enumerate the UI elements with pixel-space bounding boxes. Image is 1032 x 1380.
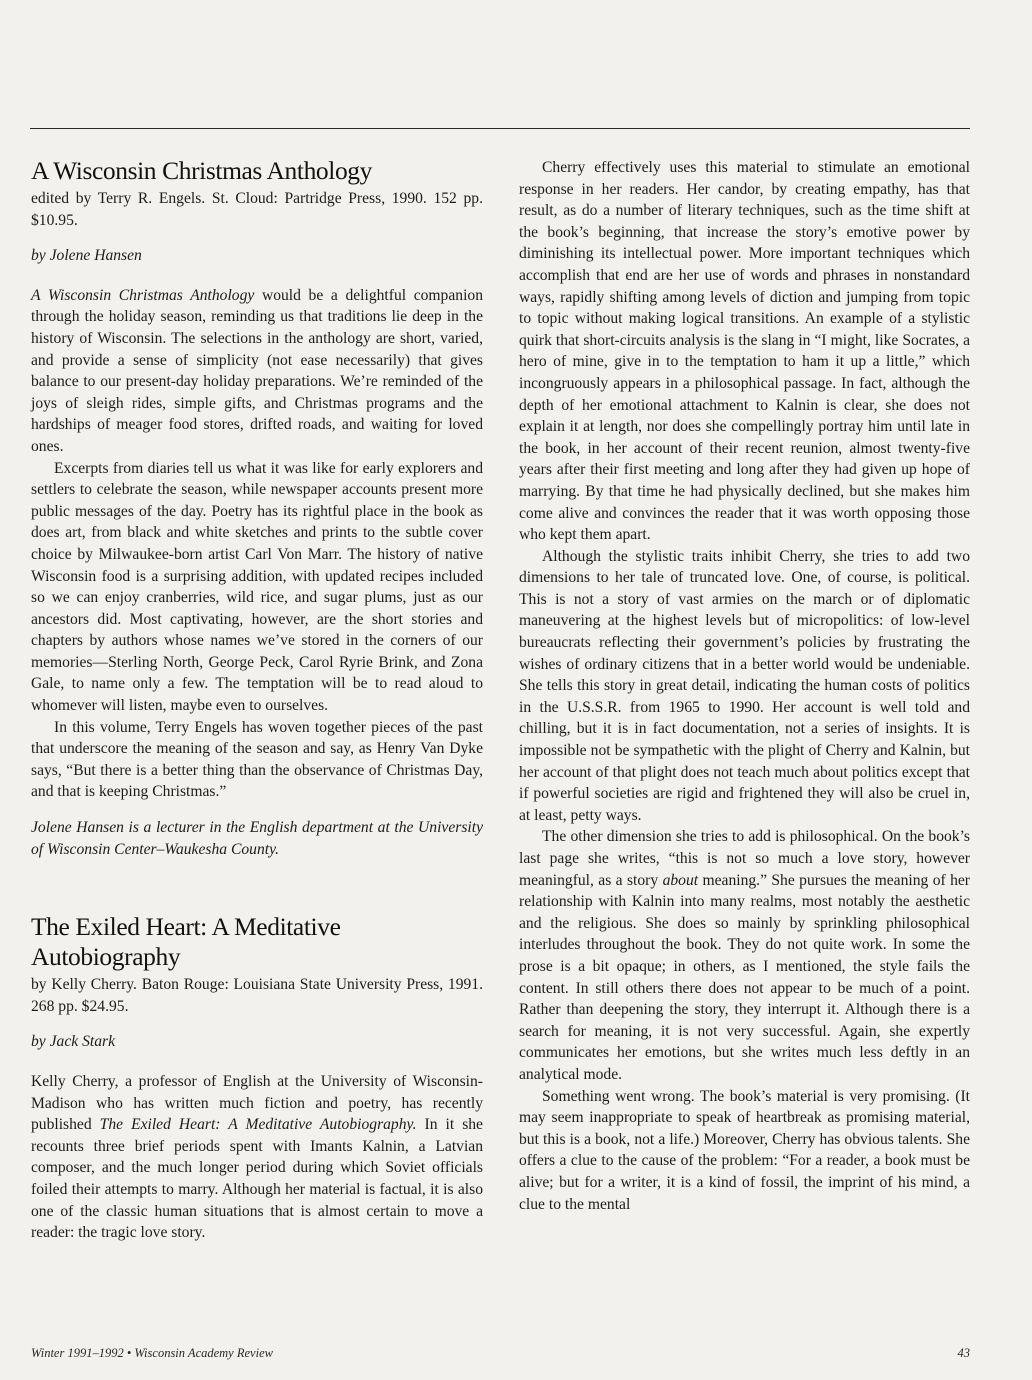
publication-info: by Kelly Cherry. Baton Rouge: Louisiana State University Press, 1991. 268 pp. $24.95.	[31, 976, 483, 1015]
emphasis-italic: about	[662, 871, 699, 889]
review-paragraph	[519, 826, 970, 1085]
review-paragraph: In this volume, Terry Engels has woven together pieces of the past that underscore the meaning of the season and say, as Henry Van Dyke says, “But there is a better thing than the observance of Christmas Day, and that is keeping Christmas.”	[31, 718, 483, 801]
review-byline: by Jolene Hansen	[31, 247, 142, 265]
book-title-italic: A Wisconsin Christmas Anthology	[31, 286, 255, 304]
review-christmas-anthology	[31, 156, 483, 860]
reviewer-bio: Jolene Hansen is a lecturer in the English department at the University of Wisconsin Center–Waukesha County.	[31, 819, 483, 858]
book-title-italic: The Exiled Heart: A Meditative Autobiography.	[99, 1116, 417, 1134]
right-column	[519, 157, 970, 1215]
review-paragraph: Cherry effectively uses this material to stimulate an emotional response in her readers. Her candor, by creating empathy, has that result, as do a number of literary techniques, such as the time shift at the book’s beginning, that increase the story’s emotive power by diminishing its intellectual power. More important techniques which accomplish that end are her use of words and phrases in nonstandard ways, rapidly shifting among levels of diction and jumping from topic to topic without making logical transitions. An example of a stylistic quirk that short-circuits analysis is the slang in “I might, like Socrates, a hero of mine, give in to the temptation to ham it up a little,” which incongruously appears in a philosophical passage. In fact, although the depth of her emotional attachment to Kalnin is clear, she does not explain it at length, nor does she compellingly portray him until late in the book, in her account of their recent reunion, almost twenty-five years after their first meeting and long after they had given up hope of marrying. By that time he had physically declined, but she makes him come alive and convinces the reader that it was worth opposing those who kept them apart.	[519, 159, 970, 544]
review-paragraph: Something went wrong. The book’s material is very promising. (It may seem inappropriate to speak of heartbreak as promising material, but this is a book, not a life.) Moreover, Cherry has obvious talents. She offers a clue to the cause of the problem: “For a reader, a book must be alive; but for a writer, it is a kind of fossil, the imprint of his mind, a clue to the mental	[519, 1087, 970, 1213]
page-number: 43	[957, 1346, 970, 1360]
review-paragraph: Excerpts from diaries tell us what it was like for early explorers and settlers to celebrate the season, while newspaper accounts present more public messages of the day. Poetry has its rightful place in the book as does art, from black and white sketches and prints to the subtle cover choice by Milwaukee-born artist Carl Von Marr. The history of native Wisconsin food is a surprising addition, with updated recipes included so we can enjoy cranberries, wild rice, and sugar plums, just as our ancestors did. Most captivating, however, are the short stories and chapters by authors whose names we’ve stored in the corners of our memories—Sterling North, George Peck, Carol Ryrie Brink, and Zona Gale, to name only a few. The temptation will be to read aloud to whomever will listen, maybe even to ourselves.	[31, 459, 483, 715]
review-byline: by Jack Stark	[31, 1033, 115, 1051]
review-title: The Exiled Heart: A Meditative Autobiography	[31, 912, 341, 972]
paragraph-text: The other dimension she tries to add is philosophical. On the book’s last page she writes, “this is not so much a love story, however meaningful, as a story	[519, 828, 970, 889]
top-rule	[30, 128, 970, 129]
paragraph-text: meaning.” She pursues the meaning of her relationship with Kalnin into many realms, most notably the aesthetic and the religious. She does so mainly by sprinkling philosophical interludes throughout the book. They do not quite work. In some the prose is a bit opaque; in others, as I mentioned, the style fails the content. In still others there does not appear to be much of a point. Rather than deepening the story, they interrupt it. Although there is a search for meaning, it is not very successful. Again, she expertly communicates her emotions, but she writes much less deftly in an analytical mode.	[519, 871, 970, 1083]
left-column	[31, 156, 483, 1244]
review-title: A Wisconsin Christmas Anthology	[31, 156, 373, 185]
paragraph-text: would be a delightful companion through the holiday season, reminding us that traditions lie deep in the history of Wisconsin. The selections in the anthology are short, varied, and provide a sense of simplicity (not ease necessarily) that gives balance to our present-day holiday preparations. We’re reminded of the joys of sleigh rides, simple gifts, and Christmas programs and the hardships of meager food stores, drifted roads, and waiting for loved ones.	[31, 286, 483, 455]
footer-issue-info: Winter 1991–1992 • Wisconsin Academy Review	[31, 1346, 273, 1360]
review-paragraph	[31, 285, 483, 458]
review-paragraph	[31, 1071, 483, 1244]
review-exiled-heart	[31, 912, 483, 1244]
paragraph-text: In it she recounts three brief periods spent with Imants Kalnin, a Latvian composer, and the much longer period during which Soviet officials foiled their attempts to marry. Although her material is factual, it is also one of the classic human situations that is almost certain to move a reader: the tragic love story.	[31, 1116, 483, 1242]
paragraph-text: Kelly Cherry, a professor of English at the University of Wisconsin-Madison who has written much fiction and poetry, has recently published	[31, 1073, 483, 1134]
review-paragraph: Although the stylistic traits inhibit Cherry, she tries to add two dimensions to her tale of truncated love. One, of course, is political. This is not a story of vast armies on the march or of diplomatic maneuvering at the highest levels but of micropolitics: of low-level bureaucrats reflecting their government’s policies by frustrating the wishes of ordinary citizens that in a better world would be undeniable. She tells this story in great detail, indicating the human costs of politics in the U.S.S.R. from 1965 to 1990. Her account is well told and chilling, but it is in fact documentation, not a series of insights. It is impossible not be sympathetic with the plight of Cherry and Kalnin, but her account of that plight does not teach much about politics except that if powerful societies are rigid and frightened they will also be cruel in, at least, petty ways.	[519, 547, 970, 824]
publication-info: edited by Terry R. Engels. St. Cloud: Partridge Press, 1990. 152 pp. $10.95.	[31, 190, 483, 229]
